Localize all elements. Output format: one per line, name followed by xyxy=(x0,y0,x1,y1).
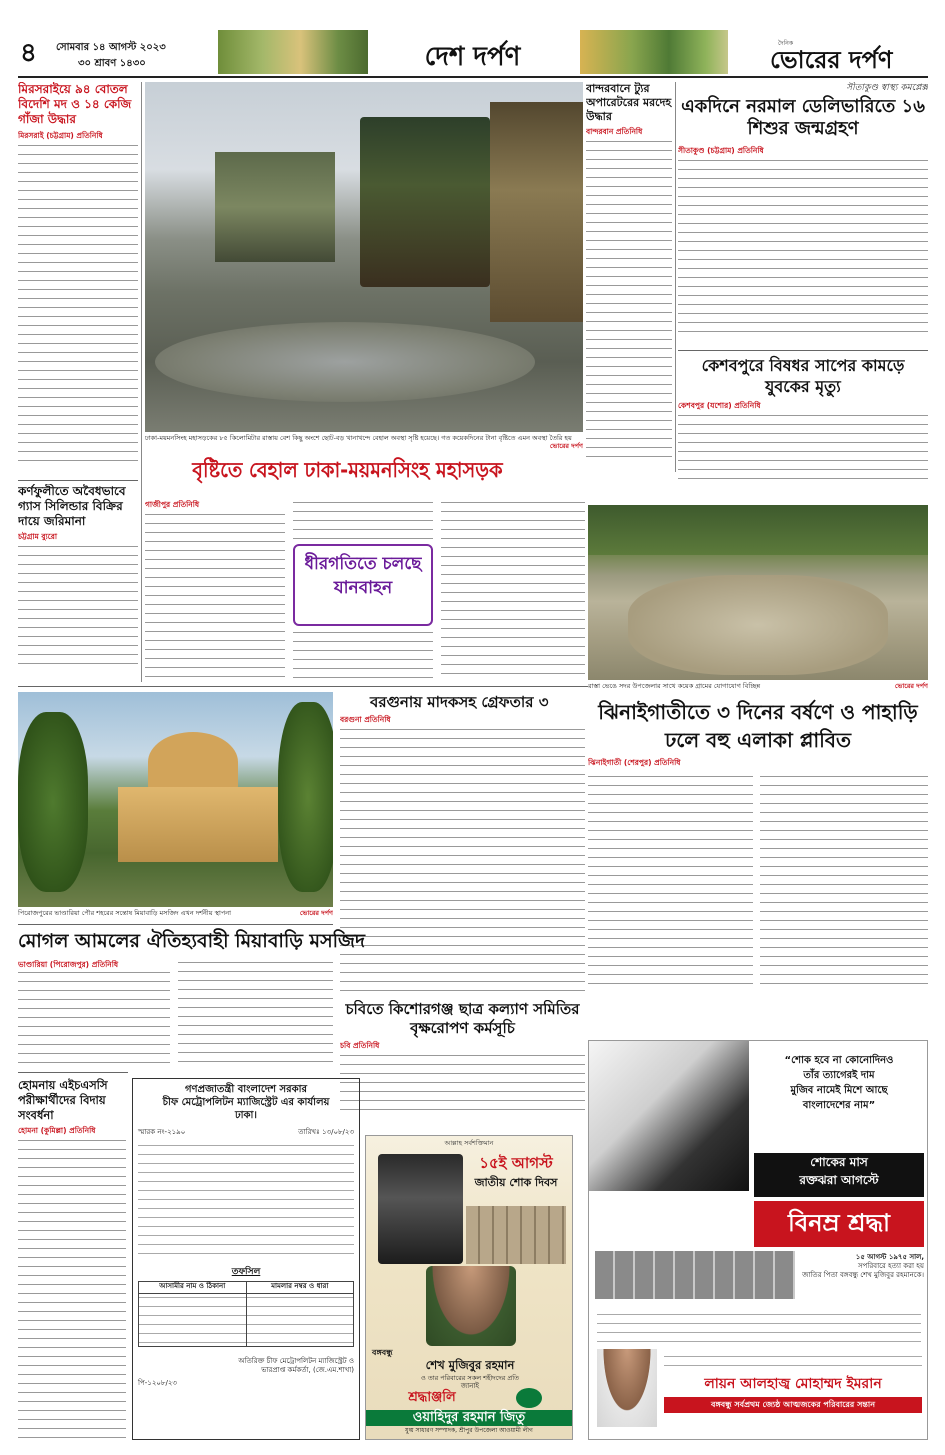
notice-line1: গণপ্রজাতন্ত্রী বাংলাদেশ সরকার xyxy=(185,1084,307,1095)
photo-highway-caption-text: ঢাকা-ময়মনসিংহ মহাসড়কের ৮৫ কিলোমিটার রাস্তায় বেশ কিছু অংশে ছোট-বড় খানাখন্দে বেহাল অবস্থা সৃষ্টি হয়েছে। গত কয়েকদিনের টানা বৃষ্টিতে এমন অবস্থা তৈরি হয় xyxy=(145,434,572,442)
water-shape xyxy=(628,575,888,675)
photo-mosque-caption xyxy=(18,909,333,921)
section-title: দেশ দর্পণ xyxy=(424,42,521,72)
story-homna-byline: হোমনা (কুমিল্লা) প্রতিনিধি xyxy=(18,1126,96,1135)
notice-body xyxy=(138,1142,354,1262)
ad1-days: ১৫ই আগস্ট xyxy=(479,1154,553,1172)
ad1-photo-grid xyxy=(466,1206,566,1264)
ad-mourning-jitu xyxy=(365,1135,573,1440)
photo-mosque-caption-text: পিরোজপুরের ভাণ্ডারিয়া পৌর শহরের সন্তোষ মিয়াবাড়ি মসজিদ এখন দর্শনীয় স্থাপনা xyxy=(18,909,232,917)
notice-table-header xyxy=(139,1282,353,1294)
notice-ref: পি-১২০৮/২৩ xyxy=(138,1379,177,1387)
notice-table-row xyxy=(139,1294,353,1346)
brand-small: দৈনিক xyxy=(778,40,794,47)
lead-body-col2b xyxy=(293,630,433,678)
ad2-respect: বিনম্র শ্রদ্ধা xyxy=(787,1209,890,1237)
photo-mosque-credit: ভোরের দর্পণ xyxy=(299,909,333,917)
ad1-portrait xyxy=(378,1154,463,1264)
notice-cell xyxy=(247,1294,354,1346)
notice-date: তারিখঃ ১৩/০৮/২৩ xyxy=(298,1128,354,1136)
court-notice xyxy=(132,1078,360,1440)
ad2-person-photo xyxy=(597,1349,657,1427)
ad1-pay: জানাই xyxy=(460,1382,480,1390)
ad1-desig: যুগ্ম সাধারণ সম্পাদক, শ্রীপুর উপজেলা আওয়ামী লীগ xyxy=(405,1427,533,1434)
ad1-mourning: জাতীয় শোক দিবস xyxy=(474,1176,558,1189)
notice-memo: স্মারক নং-২১৯০ xyxy=(138,1128,186,1136)
ad1-leader: শেখ মুজিবুর রহমান xyxy=(425,1358,515,1372)
story-keshabpur-headline: কেশবপুরে বিষধর সাপের কামড়ে যুবকের মৃত্যু xyxy=(701,356,905,396)
ad2-banner xyxy=(754,1153,924,1197)
notice-schedule: তফসিল xyxy=(231,1267,261,1277)
ad2-para3: জাতির পিতা বঙ্গবন্ধু শেখ মুজিবুর রহমানকে। xyxy=(802,1271,924,1279)
ad1-sub: ও তার পরিবারের সকল শহীদদের প্রতি xyxy=(421,1374,519,1382)
photo-mosque xyxy=(18,692,333,907)
tree-line-shape xyxy=(588,505,928,555)
ad2-sub: বঙ্গবন্ধু সর্বপ্রথম জ্যেষ্ঠ আত্মজকের পরিবারের সন্তান xyxy=(711,1400,875,1409)
header-photo-strip-left xyxy=(218,30,368,74)
story-keshabpur xyxy=(678,355,928,500)
story-divider xyxy=(18,480,138,481)
story-mirsarai-body xyxy=(18,143,138,463)
story-cu-byline: চবি প্রতিনিধি xyxy=(340,1041,380,1050)
ad1-tribute: শ্রদ্ধাঞ্জলি xyxy=(408,1390,456,1405)
story-sitakunda-byline: সীতাকুণ্ড (চট্টগ্রাম) প্রতিনিধি xyxy=(678,146,764,155)
story-miabari-body-col1 xyxy=(18,970,170,1070)
photo-highway-trucks xyxy=(145,82,583,432)
truck-shape xyxy=(215,152,335,262)
photo-highway-caption xyxy=(145,434,583,452)
story-cu-headline: চবিতে কিশোরগঞ্জ ছাত্র কল্যাণ সমিতির বৃক্ষরোপণ কর্মসূচি xyxy=(345,1000,580,1037)
ad2-quote xyxy=(754,1053,924,1133)
lead-headline-text: বৃষ্টিতে বেহাল ঢাকা-ময়মনসিংহ মহাসড়ক xyxy=(192,458,503,482)
story-homna xyxy=(18,1078,126,1438)
story-keshabpur-byline: কেশবপুর (যশোর) প্রতিনিধি xyxy=(678,401,761,410)
story-divider xyxy=(678,350,928,351)
mosque-body-shape xyxy=(118,787,278,862)
ad2-banner1: শোকের মাস xyxy=(810,1155,868,1169)
story-karnaphuli xyxy=(18,484,138,684)
notice-sign2: ভারপ্রাপ্ত কর্মকর্তা, (জে.এম.শাখা) xyxy=(261,1366,354,1374)
ad1-name: ওয়াহিদুর রহমান জিতু xyxy=(366,1410,572,1426)
lead-body-col2 xyxy=(293,500,433,540)
story-mirsarai-headline: মিরসরাইয়ে ৯৪ বোতল বিদেশি মদ ও ১৪ কেজি গাঁজা উদ্ধার xyxy=(18,82,132,126)
ad1-leader-pre: বঙ্গবন্ধু xyxy=(372,1348,393,1357)
section-divider xyxy=(18,686,588,687)
notice-cell xyxy=(139,1294,247,1346)
story-miabari-headline: মোগল আমলের ঐতিহ্যবাহী মিয়াবাড়ি মসজিদ xyxy=(18,930,366,952)
tree-shape xyxy=(278,702,333,892)
story-mirsarai-byline: মিরসরাই (চট্টগ্রাম) প্রতিনিধি xyxy=(18,131,103,140)
puddle-shape xyxy=(155,322,535,402)
story-jhenaigati-body-col2 xyxy=(760,774,928,989)
notice-col1-header: আসামীর নাম ও ঠিকানা xyxy=(139,1282,247,1293)
story-keshabpur-body xyxy=(678,413,928,483)
notice-memo-row xyxy=(138,1128,354,1138)
ad2-para2: সপরিবারে হত্যা করা হয় xyxy=(857,1262,924,1270)
notice-line2: চীফ মেট্রোপলিটন ম্যাজিস্ট্রেট এর কার্যালয় xyxy=(162,1097,330,1108)
ad1-top: আল্লাহ সর্বশক্তিমান xyxy=(444,1139,494,1147)
notice-sign1: অতিরিক্ত চীফ মেট্রোপলিটন ম্যাজিস্ট্রেট ও xyxy=(238,1357,354,1365)
story-jhenaigati xyxy=(588,698,928,998)
story-homna-body xyxy=(18,1138,126,1438)
header-photo-strip-right xyxy=(580,30,728,74)
story-miabari-body-col2 xyxy=(178,960,333,1070)
photo-flood-caption-text: রাস্তা ভেঙে সদর উপজেলার সাথে কয়েক গ্রামের যোগাযোগ বিচ্ছিন্ন xyxy=(588,682,761,690)
truck-shape xyxy=(490,102,583,322)
ad2-quote4: বাংলাদেশের নাম” xyxy=(802,1100,876,1111)
photo-flood-caption xyxy=(588,682,928,694)
story-miabari-body xyxy=(18,960,333,1070)
ad2-quote2: তাঁর ত্যাগেরই দাম xyxy=(803,1070,875,1081)
story-homna-headline: হোমনায় এইচএসসি পরীক্ষার্থীদের বিদায় সংবর্ধনা xyxy=(18,1078,108,1122)
lead-pullquote xyxy=(293,544,433,626)
ad2-quote3: মুজিব নামেই মিশে আছে xyxy=(790,1085,888,1096)
story-divider xyxy=(18,924,333,925)
lead-byline: গাজীপুর প্রতিনিধি xyxy=(145,500,200,509)
lead-body xyxy=(145,500,585,680)
ad2-banner2: রক্তঝরা আগস্টে xyxy=(799,1173,879,1187)
story-sitakunda-kicker: সীতাকুণ্ড স্বাস্থ্য কমপ্লেক্স xyxy=(846,83,928,93)
ad2-portrait xyxy=(589,1041,749,1191)
story-karnaphuli-headline: কর্ণফুলীতে অবৈধভাবে গ্যাস সিলিন্ডার বিক্রির দায়ে জরিমানা xyxy=(18,484,126,528)
ad2-para1: ১৫ আগস্ট ১৯৭৫ সাল, xyxy=(855,1253,924,1261)
column-divider xyxy=(675,82,676,472)
ad2-person-title xyxy=(664,1353,922,1371)
notice-table xyxy=(138,1281,354,1347)
ad2-photo-row xyxy=(595,1251,795,1299)
story-jhenaigati-byline: ঝিনাইগাতী (শেরপুর) প্রতিনিধি xyxy=(588,758,681,767)
story-sitakunda xyxy=(678,82,928,347)
header-date-bengali: ৩০ শ্রাবণ ১৪৩০ xyxy=(78,58,146,69)
story-barguna-byline: বরগুনা প্রতিনিধি xyxy=(340,715,391,724)
brand-logo: ভোরের দর্পণ xyxy=(770,45,893,74)
story-sitakunda-body xyxy=(678,158,928,338)
story-barguna-headline: বরগুনায় মাদকসহ গ্রেফতার ৩ xyxy=(370,693,549,711)
story-bandarban xyxy=(586,82,672,472)
story-bandarban-byline: বান্দরবান প্রতিনিধি xyxy=(586,127,643,136)
ad-mourning-imran xyxy=(588,1040,928,1440)
notice-line3: ঢাকা। xyxy=(234,1110,258,1121)
story-jhenaigati-headline: ঝিনাইগাতীতে ৩ দিনের বর্ষণে ও পাহাড়ি ঢলে বহু এলাকা প্লাবিত xyxy=(598,700,918,752)
photo-highway-credit: ভোরের দর্পণ xyxy=(549,442,583,450)
photo-flood-road xyxy=(588,505,928,680)
notice-col2-header: মামলার নম্বর ও ধারা xyxy=(271,1282,329,1290)
story-bandarban-headline: বান্দরবানে ট্যুর অপারেটরের মরদেহ উদ্ধার xyxy=(586,82,672,123)
column-divider xyxy=(141,82,142,682)
lead-body-col1 xyxy=(145,512,285,678)
mosque-dome-shape xyxy=(148,732,238,792)
photo-flood-credit: ভোরের দর্পণ xyxy=(894,682,928,690)
story-cu-body xyxy=(340,1053,585,1118)
page-number: ৪ xyxy=(20,38,37,68)
tree-shape xyxy=(18,712,88,892)
lead-pullquote-text: ধীরগতিতে চলছে যানবাহন xyxy=(304,554,422,598)
ad2-quote1: “শোক হবে না কোনোদিনও xyxy=(784,1055,894,1066)
ad1-party-logo-icon xyxy=(516,1388,542,1408)
ad2-body-text xyxy=(597,1311,921,1347)
truck-shape xyxy=(360,117,490,287)
header-date: সোমবার ১৪ আগস্ট ২০২৩ xyxy=(56,42,166,53)
ad2-para xyxy=(799,1253,924,1303)
story-karnaphuli-body xyxy=(18,544,138,664)
story-cu-kishoreganj xyxy=(340,1000,585,1130)
story-karnaphuli-byline: চট্টগ্রাম ব্যুরো xyxy=(18,532,58,541)
lead-headline xyxy=(145,455,585,497)
story-divider xyxy=(18,1072,128,1073)
masthead xyxy=(0,0,945,78)
ad2-name: লায়ন আলহাজ্ব মোহাম্মদ ইমরান xyxy=(704,1376,882,1392)
ad2-respect-box xyxy=(754,1201,924,1247)
story-bandarban-body xyxy=(586,139,672,459)
ad1-person-photo xyxy=(426,1266,516,1346)
story-miabari-byline: ভাণ্ডারিয়া (পিরোজপুর) প্রতিনিধি xyxy=(18,960,119,969)
story-mirsarai xyxy=(18,82,138,477)
lead-body-col3 xyxy=(441,500,585,678)
header-rule xyxy=(18,76,928,78)
story-sitakunda-headline: একদিনে নরমাল ডেলিভারিতে ১৬ শিশুর জন্মগ্রহণ xyxy=(681,96,925,139)
story-jhenaigati-body-col1 xyxy=(588,774,753,989)
ad2-sub-box xyxy=(664,1397,922,1413)
